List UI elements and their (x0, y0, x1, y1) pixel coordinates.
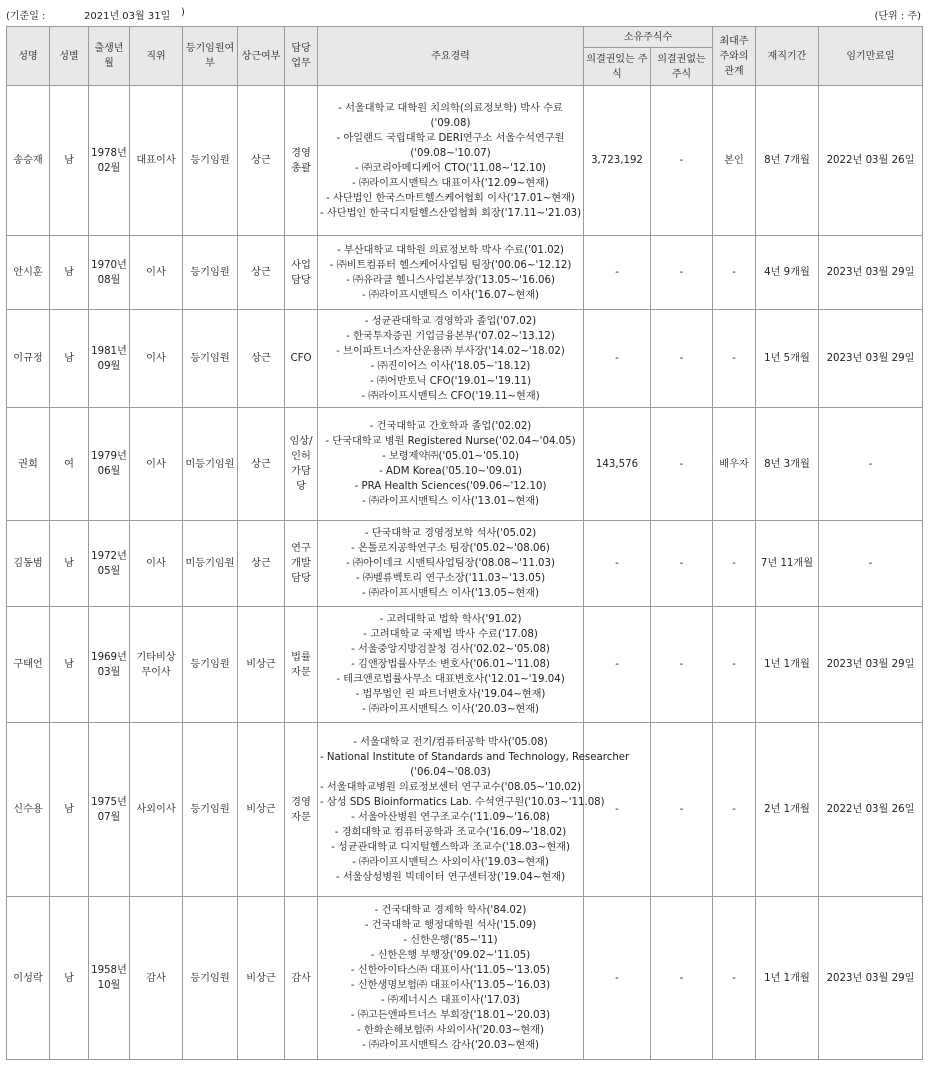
col-header-nonvoting: 의결권없는 주식 (651, 48, 713, 86)
cell-name: 안시훈 (7, 236, 50, 310)
cell-term-end: - (819, 521, 923, 607)
career-line: - ㈜라이프시맨틱스 감사('20.03~현재) (361, 1040, 540, 1051)
career-line: ('09.08) (430, 117, 471, 129)
career-line: ('09.08~'10.07) (410, 147, 491, 159)
career-line: - 신한은행 부행장('09.02~'11.05) (370, 950, 531, 961)
cell-position: 기타비상무이사 (130, 607, 183, 723)
cell-registered: 등기임원 (183, 310, 238, 408)
career-line: - ㈜라이프시맨틱스 대표이사('12.09~현재) (352, 177, 549, 189)
cell-duty: 법률자문 (285, 607, 318, 723)
birth-year: 1975년 (91, 796, 127, 808)
cell-nonvoting-shares: - (651, 607, 713, 723)
table-row (7, 897, 923, 1060)
career-line: - ㈜라이프시맨틱스 이사('13.01~현재) (361, 496, 540, 507)
executive-table (6, 26, 923, 1060)
cell-career (318, 607, 584, 723)
cell-birth (89, 607, 130, 723)
birth-year: 1970년 (91, 259, 127, 271)
career-line: - 사단법인 한국디지털헬스산업협회 회장('17.11~'21.03) (320, 207, 582, 219)
career-line: - 삼성 SDS Bioinformatics Lab. 수석연구원('10.03~'11.08) (320, 796, 605, 808)
career-line: - 서울대학교 대학원 치의학(의료정보학) 박사 수료 (338, 102, 563, 114)
base-date-close: ) (181, 7, 185, 18)
career-line: - 신한은행('85~'11) (403, 935, 498, 946)
career-line: - ㈜라이프시맨틱스 CFO('19.11~현재) (361, 390, 540, 402)
col-header-position: 직위 (130, 27, 183, 86)
career-line: - 서울아산병원 연구조교수('11.09~'16.08) (351, 811, 550, 823)
cell-fulltime: 상근 (238, 310, 285, 408)
cell-name: 송승재 (7, 86, 50, 236)
cell-career (318, 521, 584, 607)
cell-duty: 임상/인허가담당 (285, 408, 318, 521)
col-header-career: 주요경력 (318, 27, 584, 86)
career-line: - 성균관대학교 디지털헬스학과 조교수('18.03~현재) (331, 841, 570, 853)
cell-birth (89, 86, 130, 236)
cell-birth (89, 408, 130, 521)
cell-fulltime: 상근 (238, 408, 285, 521)
career-line: - 테크앤로법률사무소 대표변호사('12.01~'19.04) (336, 674, 565, 685)
career-line: - ㈜비트컴퓨터 헬스케어사업팀 팀장('00.06~'12.12) (329, 259, 572, 271)
cell-fulltime: 비상근 (238, 897, 285, 1060)
career-line: - 부산대학교 대학원 의료정보학 박사 수료('01.02) (336, 244, 565, 256)
base-date-label: (기준일 : (6, 11, 46, 22)
cell-voting-shares: - (584, 521, 651, 607)
career-line: - 서울대학교 전기/컴퓨터공학 박사('05.08) (353, 736, 548, 748)
cell-relation: - (713, 607, 756, 723)
executive-rows (7, 86, 923, 1060)
table-row (7, 236, 923, 310)
career-line: - 단국대학교 병원 Registered Nurse('02.04~'04.05) (325, 436, 576, 447)
table-row (7, 521, 923, 607)
career-line: - 건국대학교 행정대학원 석사('15.09) (364, 920, 537, 931)
cell-duty: 연구개발담당 (285, 521, 318, 607)
cell-registered: 등기임원 (183, 607, 238, 723)
cell-registered: 등기임원 (183, 897, 238, 1060)
birth-month: 08월 (97, 274, 121, 286)
birth-year: 1979년 (91, 451, 127, 462)
career-line: - ㈜코리아메디케어 CTO('11.08~'12.10) (355, 162, 546, 174)
career-line: - ㈜라이프시맨틱스 이사('16.07~현재) (361, 289, 540, 301)
cell-voting-shares: 143,576 (584, 408, 651, 521)
career-line: ('06.04~'08.03) (410, 766, 491, 778)
birth-year: 1981년 (91, 345, 127, 357)
cell-name: 신수용 (7, 723, 50, 897)
career-line: - ㈜라이프시맨틱스 이사('13.05~현재) (361, 588, 540, 599)
cell-nonvoting-shares: - (651, 521, 713, 607)
cell-voting-shares: - (584, 607, 651, 723)
cell-nonvoting-shares: - (651, 86, 713, 236)
career-line: - 건국대학교 간호학과 졸업('02.02) (369, 421, 532, 432)
table-row (7, 723, 923, 897)
career-line: - ㈜어반토닉 CFO('19.01~'19.11) (369, 375, 532, 387)
col-header-gender: 성별 (50, 27, 89, 86)
career-line: - ADM Korea('05.10~'09.01) (378, 466, 523, 477)
cell-career (318, 723, 630, 897)
birth-year: 1969년 (91, 651, 127, 663)
career-line: - 신한생명보험㈜ 대표이사('13.05~'16.03) (350, 980, 551, 991)
career-line: - ㈜라이프시맨틱스 이사('20.03~현재) (361, 704, 540, 715)
cell-term-end: 2023년 03월 29일 (819, 607, 923, 723)
cell-birth (89, 236, 130, 310)
table-row (7, 607, 923, 723)
cell-gender: 남 (50, 521, 89, 607)
cell-gender: 남 (50, 607, 89, 723)
cell-position: 이사 (130, 236, 183, 310)
cell-fulltime: 상근 (238, 236, 285, 310)
cell-tenure: 7년 11개월 (756, 521, 819, 607)
birth-month: 07월 (97, 811, 121, 823)
cell-career (318, 310, 584, 408)
birth-month: 10월 (97, 980, 121, 991)
cell-term-end: - (819, 408, 923, 521)
cell-birth (89, 897, 130, 1060)
birth-year: 1958년 (91, 965, 127, 976)
cell-term-end: 2023년 03월 29일 (819, 897, 923, 1060)
cell-voting-shares: - (584, 897, 651, 1060)
col-header-voting: 의결권있는 주식 (584, 48, 651, 86)
career-line: - 아일랜드 국립대학교 DERI연구소 서울수석연구원 (336, 132, 565, 144)
report-header (0, 0, 932, 26)
cell-voting-shares: - (584, 310, 651, 408)
career-line: - ㈜아이네크 시맨틱사업팀장('08.08~'11.03) (345, 558, 555, 569)
cell-registered: 미등기임원 (183, 408, 238, 521)
cell-name: 구태언 (7, 607, 50, 723)
cell-gender: 남 (50, 723, 89, 897)
cell-term-end: 2022년 03월 26일 (819, 723, 923, 897)
cell-registered: 등기임원 (183, 723, 238, 897)
cell-career (318, 236, 584, 310)
career-line: - 온톨로지공학연구소 팀장('05.02~'08.06) (351, 543, 550, 554)
cell-relation: - (713, 521, 756, 607)
career-line: - 서울삼성병원 빅데이터 연구센터장('19.04~현재) (335, 871, 566, 883)
career-line: - ㈜진이어스 이사('18.05~'18.12) (370, 360, 531, 372)
cell-name: 김동범 (7, 521, 50, 607)
birth-month: 03월 (97, 666, 121, 678)
col-header-duty: 담당업무 (285, 27, 318, 86)
cell-term-end: 2022년 03월 26일 (819, 86, 923, 236)
cell-gender: 남 (50, 236, 89, 310)
cell-term-end: 2023년 03월 29일 (819, 236, 923, 310)
career-line: - 사단법인 한국스마트헬스케어협회 이사('17.01~현재) (326, 192, 575, 204)
cell-nonvoting-shares: - (651, 723, 713, 897)
cell-nonvoting-shares: - (651, 310, 713, 408)
career-line: - ㈜라이프시맨틱스 사외이사('19.03~현재) (352, 856, 549, 868)
cell-name: 이성락 (7, 897, 50, 1060)
career-line: - ㈜제너시스 대표이사('17.03) (381, 995, 520, 1006)
cell-nonvoting-shares: - (651, 236, 713, 310)
col-header-term-end: 임기만료일 (819, 27, 923, 86)
cell-career (318, 86, 584, 236)
cell-fulltime: 상근 (238, 521, 285, 607)
career-line: - 서울중앙지방검찰청 검사('02.02~'05.08) (351, 644, 550, 655)
cell-tenure: 1년 1개월 (756, 607, 819, 723)
birth-year: 1972년 (91, 550, 127, 562)
cell-gender: 남 (50, 897, 89, 1060)
col-header-tenure: 재직기간 (756, 27, 819, 86)
birth-month: 02월 (97, 162, 121, 174)
cell-relation: 본인 (713, 86, 756, 236)
cell-registered: 미등기임원 (183, 521, 238, 607)
cell-registered: 등기임원 (183, 86, 238, 236)
cell-duty: 경영자문 (285, 723, 318, 897)
cell-voting-shares: - (584, 236, 651, 310)
career-line: - 법무법인 린 파트너변호사('19.04~현재) (355, 689, 546, 700)
col-header-name: 성명 (7, 27, 50, 86)
cell-relation: - (713, 897, 756, 1060)
cell-tenure: 2년 1개월 (756, 723, 819, 897)
table-row (7, 310, 923, 408)
cell-position: 감사 (130, 897, 183, 1060)
career-line: - 브이파트너스자산운용㈜ 부사장('14.02~'18.02) (336, 345, 565, 357)
cell-gender: 남 (50, 310, 89, 408)
career-line: - 한국투자증권 기업금융본부('07.02~'13.12) (346, 330, 555, 342)
career-line: - 고려대학교 법학 학사('91.02) (379, 614, 522, 625)
career-line: - 단국대학교 경영정보학 석사('05.02) (364, 528, 537, 539)
col-header-relation: 최대주주와의관계 (713, 27, 756, 86)
birth-month: 05월 (97, 565, 121, 577)
career-line: - 성균관대학교 경영학과 졸업('07.02) (364, 315, 537, 327)
cell-name: 이규정 (7, 310, 50, 408)
col-header-registered: 등기임원여부 (183, 27, 238, 86)
col-header-birth: 출생년월 (89, 27, 130, 86)
table-row (7, 408, 923, 521)
cell-duty: 사업담당 (285, 236, 318, 310)
career-line: - 보령제약㈜('05.01~'05.10) (382, 451, 519, 462)
cell-position: 이사 (130, 408, 183, 521)
cell-voting-shares: - (584, 723, 651, 897)
cell-position: 사외이사 (130, 723, 183, 897)
career-line: - ㈜고든앤파트너스 부회장('18.01~'20.03) (350, 1010, 551, 1021)
cell-tenure: 8년 3개월 (756, 408, 819, 521)
col-header-fulltime: 상근여부 (238, 27, 285, 86)
birth-year: 1978년 (91, 147, 127, 159)
career-line: - National Institute of Standards and Technology, Researcher (320, 751, 630, 763)
cell-duty: 감사 (285, 897, 318, 1060)
career-line: - 한화손해보험㈜ 사외이사('20.03~현재) (357, 1025, 544, 1036)
career-line: - ㈜유라클 헬니스사업본부장('13.05~'16.06) (345, 274, 555, 286)
cell-gender: 여 (50, 408, 89, 521)
career-line: - 김앤장법률사무소 변호사('06.01~'11.08) (351, 659, 550, 670)
career-line: - ㈜벨류벡토리 연구소장('11.03~'13.05) (355, 573, 546, 584)
cell-birth (89, 521, 130, 607)
cell-relation: - (713, 723, 756, 897)
cell-tenure: 8년 7개월 (756, 86, 819, 236)
cell-relation: - (713, 236, 756, 310)
cell-fulltime: 비상근 (238, 723, 285, 897)
base-date-value: 2021년 03월 31일 (84, 11, 171, 22)
table-row (7, 86, 923, 236)
unit-label: (단위 : 주) (874, 11, 921, 22)
cell-relation: 배우자 (713, 408, 756, 521)
career-line: - 고려대학교 국제법 박사 수료('17.08) (363, 629, 538, 640)
cell-position: 이사 (130, 521, 183, 607)
career-line: - PRA Health Sciences('09.06~'12.10) (354, 481, 547, 492)
cell-registered: 등기임원 (183, 236, 238, 310)
cell-position: 대표이사 (130, 86, 183, 236)
cell-duty: CFO (285, 310, 318, 408)
cell-term-end: 2023년 03월 29일 (819, 310, 923, 408)
cell-fulltime: 상근 (238, 86, 285, 236)
cell-duty: 경영총괄 (285, 86, 318, 236)
career-line: - 건국대학교 경제학 학사('84.02) (374, 905, 527, 916)
cell-relation: - (713, 310, 756, 408)
cell-birth (89, 723, 130, 897)
cell-tenure: 1년 5개월 (756, 310, 819, 408)
cell-gender: 남 (50, 86, 89, 236)
cell-tenure: 4년 9개월 (756, 236, 819, 310)
cell-voting-shares: 3,723,192 (584, 86, 651, 236)
career-line: - 경희대학교 컴퓨터공학과 조교수('16.09~'18.02) (334, 826, 567, 838)
birth-month: 09월 (97, 360, 121, 372)
cell-birth (89, 310, 130, 408)
birth-month: 06월 (97, 466, 121, 477)
cell-tenure: 1년 1개월 (756, 897, 819, 1060)
career-line: - 신한아이타스㈜ 대표이사('11.05~'13.05) (350, 965, 551, 976)
cell-nonvoting-shares: - (651, 408, 713, 521)
cell-name: 권희 (7, 408, 50, 521)
cell-career (318, 408, 584, 521)
cell-position: 이사 (130, 310, 183, 408)
cell-nonvoting-shares: - (651, 897, 713, 1060)
col-header-shares: 소유주식수 (584, 27, 713, 48)
cell-fulltime: 비상근 (238, 607, 285, 723)
cell-career (318, 897, 584, 1060)
career-line: - 서울대학교병원 의료정보센터 연구교수('08.05~'10.02) (320, 781, 582, 793)
